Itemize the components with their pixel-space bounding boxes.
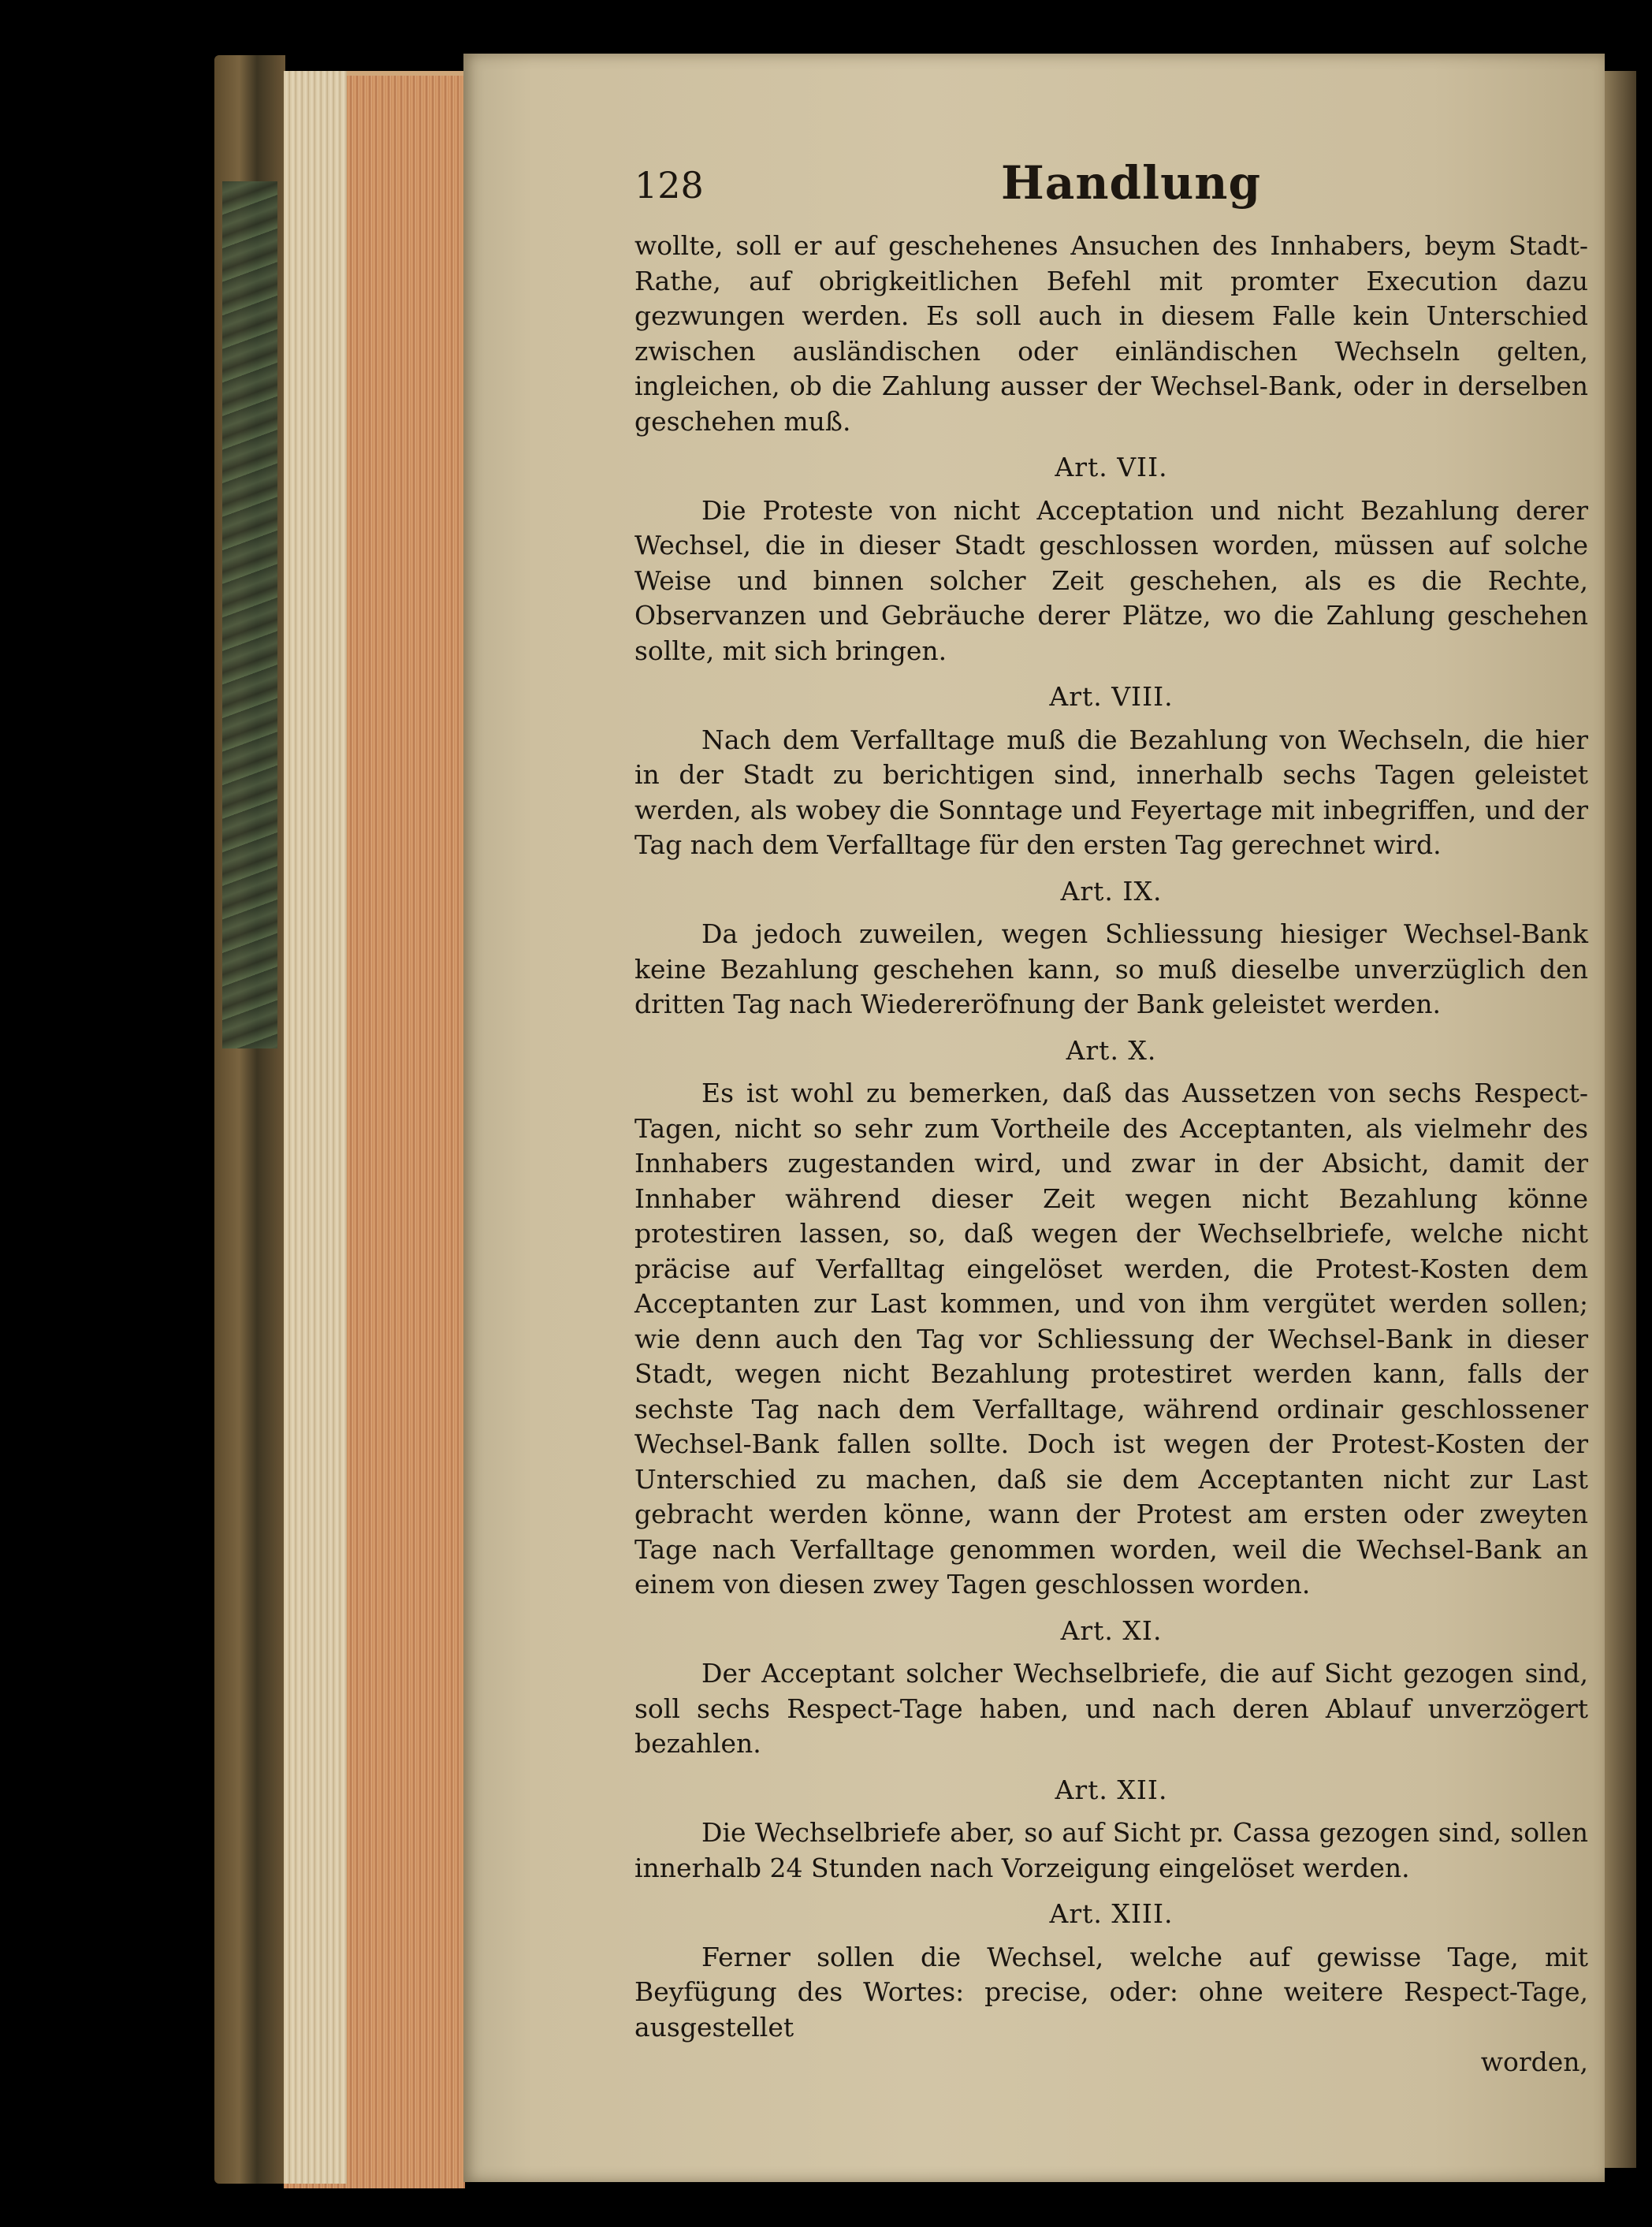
article-text: Da jedoch zuweilen, wegen Schliessung hiesiger Wechsel-Bank keine Bezahlung geschehen kann, so muß dieselbe unverzüglich den dritten Tag nach Wiedereröfnung der Bank geleistet werden. bbox=[634, 918, 1588, 1019]
article-heading: Art. VIII. bbox=[1049, 681, 1174, 712]
catchword: worden, bbox=[1480, 2046, 1588, 2077]
article-text: Ferner sollen die Wechsel, welche auf gewisse Tage, mit Beyfügung des Wortes: precise, oder: ohne weitere Respect-Tage, ausgestellet bbox=[634, 1941, 1588, 2043]
article-heading: Art. XII. bbox=[1055, 1774, 1168, 1805]
article-text: Es ist wohl zu bemerken, daß das Aussetzen von sechs Respect-Tagen, nicht so sehr zum Vortheile des Acceptanten, als vielmehr des Innhabers zugestanden wird, und zwar in der Absicht, damit der Innhaber während dieser Zeit wegen nicht Bezahlung könne protestiren lassen, so, daß wegen der Wechselbriefe, welche nicht präcise auf Verfalltag eingelöset werden, die Protest-Kosten dem Acceptanten zur Last kommen, und von ihm vergütet werden sollen; wie denn auch den Tag vor Schliessung der Wechsel-Bank in dieser Stadt, wegen nicht Bezahlung protestiret werden kann, falls der sechste Tag nach dem Verfalltage, während ordinair geschlossener Wechsel-Bank fallen sollte. Doch ist wegen der Protest-Kosten der Unterschied zu machen, daß sie dem Acceptanten nicht zur Last gebracht werden könne, wann der Protest am ersten oder zweyten Tage nach Verfalltage genommen worden, weil die Wechsel-Bank an einem von diesen zwey Tagen geschlossen worden. bbox=[634, 1078, 1588, 1599]
page-number: 128 bbox=[634, 164, 704, 207]
article-heading: Art. VII. bbox=[1055, 452, 1168, 482]
page-edges-light bbox=[284, 71, 347, 2184]
article-text: Nach dem Verfalltage muß die Bezahlung von Wechseln, die hier in der Stadt zu berichtigen sind, innerhalb sechs Tagen geleistet werden, als wobey die Sonntage und Feyertage mit inbegriffen, und der Tag nach dem Verfalltage für den ersten Tag gerechnet wird. bbox=[634, 724, 1588, 860]
page-header bbox=[634, 150, 1580, 221]
article-text: Die Wechselbriefe aber, so auf Sicht pr. Cassa gezogen sind, sollen innerhalb 24 Stunden nach Vorzeigung eingelöset werden. bbox=[634, 1817, 1588, 1883]
article-heading: Art. X. bbox=[1066, 1034, 1157, 1066]
page-text bbox=[634, 229, 1588, 2080]
marbled-cover-pattern bbox=[222, 181, 277, 1048]
article-heading: Art. XIII. bbox=[1049, 1898, 1174, 1929]
intro-paragraph: wollte, soll er auf geschehenes Ansuchen des Innhabers, beym Stadt-Rathe, auf obrigkeitlichen Befehl mit promter Execution dazu gezwungen werden. Es soll auch in diesem Falle kein Unterschied zwischen ausländischen oder einländischen Wechseln gelten, ingleichen, ob die Zahlung ausser der Wechsel-Bank, oder in derselben geschehen muß. bbox=[634, 230, 1588, 437]
running-head: Handlung bbox=[1001, 156, 1262, 210]
article-text: Die Proteste von nicht Acceptation und nicht Bezahlung derer Wechsel, die in dieser Stadt geschlossen worden, müssen auf solche Weise und binnen solcher Zeit geschehen, als es die Rechte, Observanzen und Gebräuche derer Plätze, wo die Zahlung geschehen sollte, mit sich bringen. bbox=[634, 494, 1588, 666]
article-heading: Art. XI. bbox=[1060, 1614, 1163, 1646]
article-heading: Art. IX. bbox=[1060, 875, 1163, 907]
facing-page-edge bbox=[1605, 71, 1636, 2168]
article-text: Der Acceptant solcher Wechselbriefe, die auf Sicht gezogen sind, soll sechs Respect-Tage haben, und nach deren Ablauf unverzögert bezahlen. bbox=[634, 1658, 1588, 1759]
